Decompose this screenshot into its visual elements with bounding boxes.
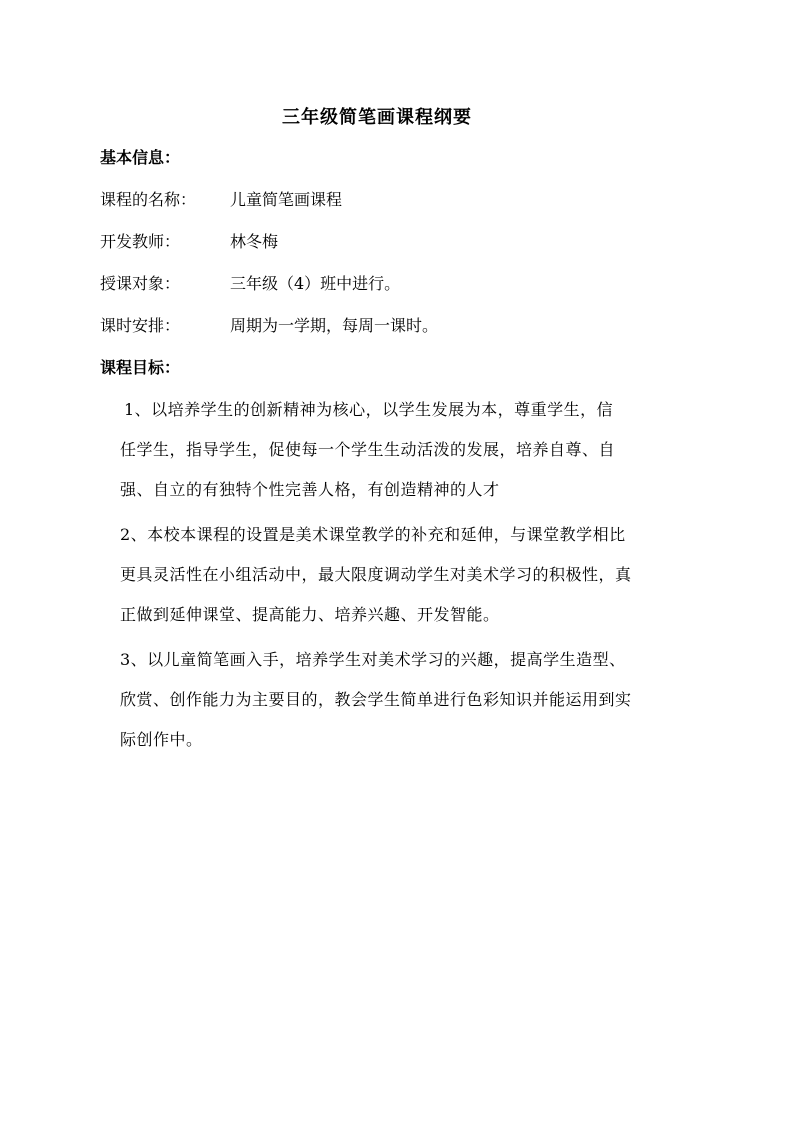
goal-paragraph-1 — [120, 390, 744, 510]
info-value: 林冬梅 — [230, 232, 279, 251]
info-value: 儿童简笔画课程 — [230, 190, 343, 209]
goal-line: 更具灵活性在小组活动中，最大限度调动学生对美术学习的积极性，真 — [120, 565, 632, 584]
goal-line: 正做到延伸课堂、提高能力、培养兴趣、开发智能。 — [120, 605, 500, 624]
document-title: 三年级简笔画课程纲要 — [282, 107, 472, 128]
goals-heading: 课程目标： — [100, 358, 181, 377]
info-label: 课时安排： — [100, 316, 181, 335]
goal-line: 欣赏、创作能力为主要目的，教会学生简单进行色彩知识并能运用到实 — [120, 690, 632, 709]
info-row-course-name — [100, 188, 342, 212]
goal-line: 1、以培养学生的创新精神为核心，以学生发展为本，尊重学生，信 — [124, 400, 614, 419]
goal-line: 3、以儿童简笔画入手，培养学生对美术学习的兴趣，提高学生造型、 — [120, 650, 626, 669]
basic-info-heading: 基本信息： — [100, 148, 181, 167]
goal-paragraph-2 — [120, 515, 740, 635]
goal-line: 任学生，指导学生，促使每一个学生生动活泼的发展，培养自尊、自 — [120, 440, 616, 459]
info-row-schedule — [100, 314, 438, 338]
goal-line: 际创作中。 — [120, 730, 203, 749]
info-label: 授课对象： — [100, 274, 181, 293]
goal-line: 强、自立的有独特个性完善人格，有创造精神的人才 — [120, 480, 500, 499]
info-row-teacher — [100, 230, 278, 254]
info-row-audience — [100, 272, 400, 296]
info-label: 课程的名称： — [100, 190, 197, 209]
goal-line: 2、本校本课程的设置是美术课堂教学的补充和延伸，与课堂教学相比 — [120, 525, 626, 544]
info-value: 周期为一学期，每周一课时。 — [230, 316, 439, 335]
goal-paragraph-3 — [120, 640, 740, 760]
info-value: 三年级（4）班中进行。 — [230, 274, 401, 293]
info-label: 开发教师： — [100, 232, 181, 251]
